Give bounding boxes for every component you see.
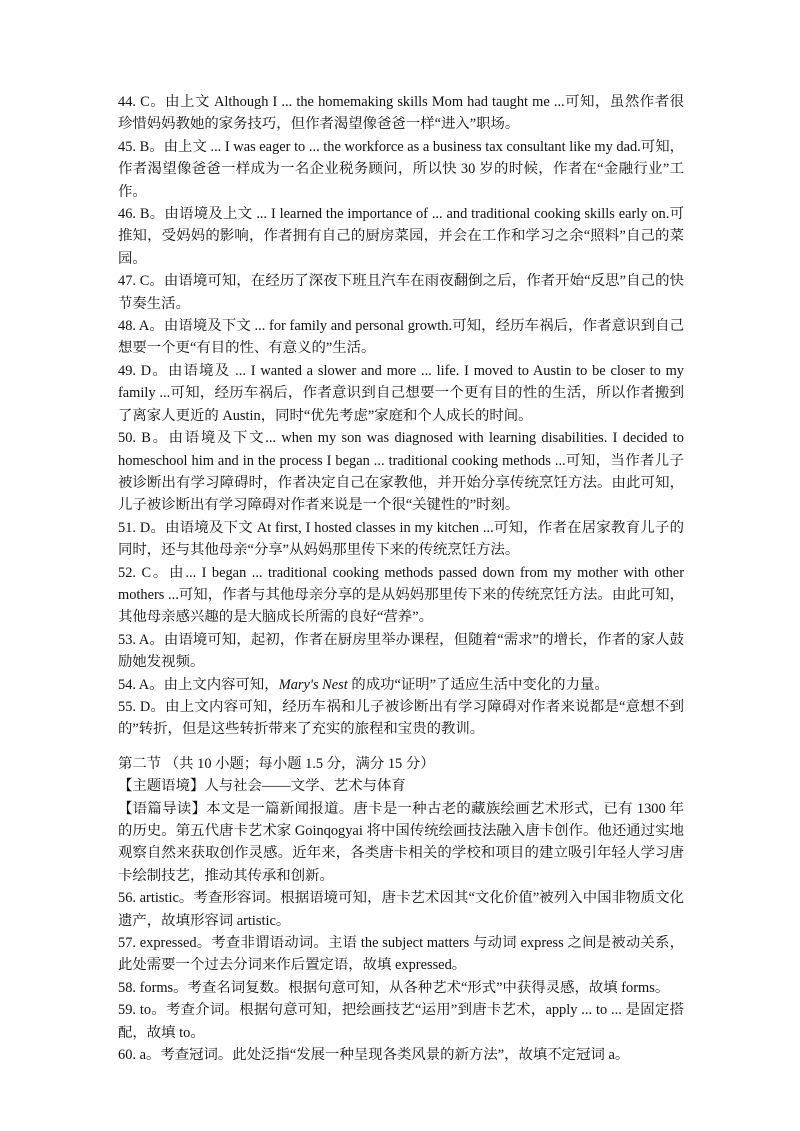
answer-key-page	[118, 91, 684, 1066]
answer-55: 55. D。由上文内容可知，经历车祸和儿子被诊断出有学习障碍对作者来说都是“意想不到的”转折，但是这些转折带来了充实的旅程和宝贵的教训。	[118, 698, 684, 738]
answer-47: 47. C。由语境可知，在经历了深夜下班且汽车在雨夜翻倒之后，作者开始“反思”自己的快节奏生活。	[118, 273, 684, 312]
answer-58: 58. forms。考查名词复数。根据句意可知，从各种艺术“形式”中获得灵感，故填 forms。	[118, 979, 670, 996]
answer-50: 50. B。由语境及下文... when my son was diagnosed with learning disabilities. I decided to homeschool him and in the process I began ... traditional cooking methods ...可知，当作者儿子被诊断出有学习障碍时，作者决定自己在家教他，并开始分享传统烹饪方法。由此可知，儿子被诊断出有学习障碍对作者来说是一个很“关键性的”时刻。	[118, 430, 684, 514]
answer-49: 49. D。由语境及 ... I wanted a slower and more ... life. I moved to Austin to be closer to my family ...可知，经历车祸后，作者意识到自己想要一个更有目的性的生活，所以作者搬到了离家人更近的 Austin，同时“优先考虑”家庭和个人成长的时间。	[118, 362, 684, 424]
answer-52: 52. C。由... I began ... traditional cooking methods passed down from my mother with other mothers ...可知，作者与其他母亲分享的是从妈妈那里传下来的传统烹饪方法。由此可知，其他母亲感兴趣的是大脑成长所需的良好“营养”。	[118, 564, 684, 626]
answer-51: 51. D。由语境及下文 At first, I hosted classes in my kitchen ...可知，作者在居家教育儿子的同时，还与其他母亲“分享”从妈妈那里传下来的传统烹饪方法。	[118, 519, 684, 559]
answer-44: 44. C。由上文 Although I ... the homemaking skills Mom had taught me ...可知，虽然作者很珍惜妈妈教她的家务技巧，但作者渴望像爸爸一样“进入”职场。	[118, 94, 684, 133]
section-gap	[118, 741, 684, 753]
answer-46: 46. B。由语境及上文 ... I learned the importance of ... and traditional cooking skills early on.可推知，受妈妈的影响，作者拥有自己的厨房菜园，并会在工作和学习之余“照料”自己的菜园。	[118, 206, 684, 267]
answer-56: 56. artistic。考查形容词。根据语境可知，唐卡艺术因其“文化价值”被列入中国非物质文化遗产，故填形容词 artistic。	[118, 890, 684, 929]
answer-59: 59. to。考查介词。根据句意可知，把绘画技艺“运用”到唐卡艺术，apply ... to ... 是固定搭配，故填 to。	[118, 1002, 684, 1041]
answer-54	[118, 674, 684, 696]
answer-57: 57. expressed。考查非谓语动词。主语 the subject matters 与动词 express 之间是被动关系，此处需要一个过去分词来作后置定语，故填 expressed。	[118, 935, 684, 974]
answer-54-suffix: 的成功“证明”了适应生活中变化的力量。	[347, 676, 609, 693]
passage-intro: 【语篇导读】本文是一篇新闻报道。唐卡是一种古老的藏族绘画艺术形式，已有 1300 年的历史。第五代唐卡艺术家 Goinqogyai 将中国传统绘画技法融入唐卡创作。他还通过实地观察自然来获取创作灵感。近年来，各类唐卡相关的学校和项目的建立吸引年轻人学习唐卡绘制技艺，推动其传承和创新。	[118, 800, 684, 884]
answer-54-prefix: 54. A。由上文内容可知，	[118, 676, 279, 693]
answer-48: 48. A。由语境及下文 ... for family and personal growth.可知，经历车祸后，作者意识到自己想要一个更“有目的性、有意义的”生活。	[118, 318, 684, 357]
answer-53: 53. A。由语境可知，起初，作者在厨房里举办课程，但随着“需求”的增长，作者的家人鼓励她发视频。	[118, 631, 684, 671]
section-heading: 第二节 （共 10 小题；每小题 1.5 分，满分 15 分）	[118, 755, 435, 772]
answer-54-title: Mary's Nest	[278, 676, 348, 693]
answer-45: 45. B。由上文 ... I was eager to ... the workforce as a business tax consultant like my dad.可知，作者渴望像爸爸一样成为一名企业税务顾问，所以快 30 岁的时候，作者在“金融行业”工作。	[118, 138, 684, 200]
answer-60: 60. a。考查冠词。此处泛指“发展一种呈现各类风景的新方法”，故填不定冠词 a。	[118, 1047, 630, 1064]
theme-context: 【主题语境】人与社会——文学、艺术与体育	[118, 778, 406, 795]
